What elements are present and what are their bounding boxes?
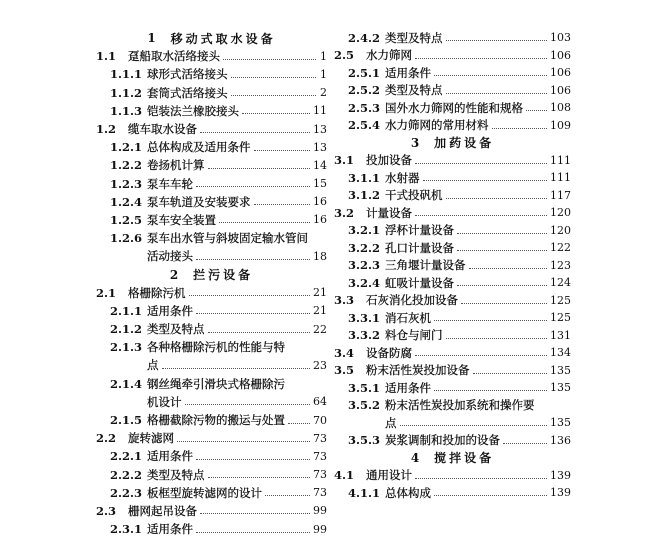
dot-leader [185, 404, 311, 405]
section-title: 适用条件 [385, 65, 431, 80]
toc-entry [334, 222, 571, 240]
section-number: 2.5 [334, 48, 355, 63]
page-number: 139 [550, 468, 571, 482]
dot-leader [415, 355, 547, 356]
toc-entry [334, 257, 571, 275]
toc-entry [96, 211, 327, 229]
section-number: 3.2.4 [348, 275, 381, 290]
toc-entry [96, 429, 327, 447]
toc-entry [334, 169, 571, 187]
toc-entry [334, 327, 571, 345]
section-title: 适用条件 [385, 380, 431, 395]
section-title: 泵车轨道及安装要求 [147, 194, 251, 209]
section-number: 2.1.5 [110, 413, 143, 428]
toc-entry [334, 379, 571, 397]
dot-leader [208, 332, 311, 333]
section-title: 栅网起吊设备 [128, 503, 197, 518]
page-number: 21 [313, 286, 327, 300]
page-number: 22 [313, 322, 327, 336]
page-number: 73 [313, 449, 327, 463]
dot-leader [469, 268, 548, 269]
page-number: 120 [550, 223, 571, 237]
section-number: 2.1.4 [110, 376, 143, 391]
section-title: 格栅除污机 [128, 285, 186, 300]
chapter-heading [96, 265, 327, 283]
page-number: 136 [550, 433, 571, 447]
dot-leader [231, 77, 317, 78]
toc-entry [334, 82, 571, 100]
section-number: 3.2.2 [348, 240, 381, 255]
section-number: 1.1.1 [110, 67, 143, 82]
section-number: 1.1.2 [110, 85, 143, 100]
chapter-title: 移动式取水设备 [170, 31, 276, 46]
dot-leader [219, 222, 310, 223]
toc-entry [334, 99, 571, 117]
section-number: 3.4 [334, 345, 355, 360]
chapter-title: 拦污设备 [193, 268, 254, 283]
toc-entry [96, 502, 327, 520]
toc-entry [334, 344, 571, 362]
dot-leader [265, 495, 310, 496]
section-number: 2.5.4 [348, 118, 381, 133]
toc-entry [334, 117, 571, 135]
page-number: 117 [550, 188, 571, 202]
page-number: 2 [320, 86, 327, 100]
toc-entry [96, 411, 327, 429]
toc-entry [96, 247, 327, 265]
page-number: 134 [550, 346, 571, 360]
page-number: 15 [313, 177, 327, 191]
section-number: 3.5.3 [348, 433, 381, 448]
section-title: 粉末活性炭投加设备 [366, 363, 470, 378]
section-title: 铠装法兰橡胶接头 [147, 103, 239, 118]
section-title: 干式投矾机 [385, 188, 443, 203]
dot-leader [189, 295, 311, 296]
toc-entry [96, 65, 327, 83]
chapter-heading [96, 29, 327, 47]
section-number: 2.1 [96, 285, 117, 300]
section-number: 2.2.3 [110, 485, 143, 500]
dot-leader [288, 423, 310, 424]
toc-entry [96, 302, 327, 320]
section-title: 泵车车轮 [147, 176, 193, 191]
section-number: 4.1 [334, 468, 355, 483]
dot-leader [208, 477, 311, 478]
section-number: 2.5.3 [348, 100, 381, 115]
section-title: 水力筛网的常用材料 [385, 118, 489, 133]
section-title: 设备防腐 [366, 345, 412, 360]
section-title: 点 [385, 415, 397, 430]
page-number: 106 [550, 66, 571, 80]
page-number: 13 [313, 140, 327, 154]
section-title: 套筒式活络接头 [147, 85, 228, 100]
toc-entry [334, 432, 571, 450]
dot-leader [208, 168, 311, 169]
page-number: 111 [550, 153, 571, 167]
section-number: 2.5.1 [348, 65, 381, 80]
section-number: 1.2.2 [110, 158, 143, 173]
section-title: 泵车安全装置 [147, 212, 216, 227]
dot-leader [254, 204, 311, 205]
toc-entry [334, 204, 571, 222]
section-number: 3.1 [334, 153, 355, 168]
page-number: 124 [550, 276, 571, 290]
dot-leader [446, 93, 548, 94]
dot-leader [415, 163, 547, 164]
section-number: 2.2 [96, 431, 117, 446]
page-number: 99 [313, 504, 327, 518]
chapter-heading [334, 134, 571, 152]
section-number: 3.5.1 [348, 380, 381, 395]
chapter-number: 1 [147, 31, 159, 46]
dot-leader [196, 313, 310, 314]
toc-entry [96, 375, 327, 393]
toc-entry [334, 362, 571, 380]
section-number: 2.1.3 [110, 340, 143, 355]
section-title: 国外水力筛网的性能和规格 [385, 100, 523, 115]
toc-entry [96, 447, 327, 465]
dot-leader [457, 250, 547, 251]
toc-entry [334, 414, 571, 432]
page-number: 14 [313, 158, 327, 172]
section-number: 2.1.2 [110, 322, 143, 337]
section-number: 1.2.4 [110, 194, 143, 209]
section-number: 1.1.3 [110, 103, 143, 118]
section-number: 2.3.1 [110, 522, 143, 537]
toc-entry [96, 356, 327, 374]
dot-leader [434, 495, 547, 496]
section-title: 格栅截除污物的搬运与处置 [147, 413, 285, 428]
section-title: 类型及特点 [147, 322, 205, 337]
section-number: 3.3.2 [348, 328, 381, 343]
page-number: 16 [313, 195, 327, 209]
section-title: 旋转滤网 [128, 431, 174, 446]
toc-entry [96, 156, 327, 174]
toc-right-column [334, 29, 571, 502]
dot-leader [457, 233, 547, 234]
page-number: 16 [313, 213, 327, 227]
section-number: 3.5 [334, 363, 355, 378]
dot-leader [434, 390, 547, 391]
page-number: 120 [550, 206, 571, 220]
toc-entry [96, 84, 327, 102]
dot-leader [446, 338, 548, 339]
chapter-number: 2 [169, 267, 182, 282]
toc-entry [96, 229, 327, 247]
dot-leader [434, 75, 547, 76]
section-title: 适用条件 [147, 303, 193, 318]
dot-leader [473, 373, 548, 374]
chapter-title: 搅拌设备 [434, 451, 495, 466]
page-number: 139 [550, 486, 571, 500]
section-number: 2.2.1 [110, 449, 143, 464]
page-number: 11 [313, 104, 327, 118]
section-title: 粉末活性炭投加系统和操作要 [385, 398, 535, 413]
dot-leader [242, 113, 310, 114]
section-title: 石灰消化投加设备 [366, 293, 458, 308]
dot-leader [177, 441, 310, 442]
toc-entry [96, 47, 327, 65]
section-number: 2.3 [96, 503, 117, 518]
section-title: 投加设备 [366, 153, 412, 168]
dot-leader [254, 150, 311, 151]
page-number: 125 [550, 293, 571, 307]
section-title: 卷扬机计算 [147, 158, 205, 173]
section-title: 总体构成及适用条件 [147, 140, 251, 155]
section-number: 1.2.1 [110, 140, 143, 155]
page-number: 64 [313, 395, 327, 409]
toc-entry [96, 284, 327, 302]
section-title: 三角堰计量设备 [385, 258, 466, 273]
toc-left-column [96, 29, 327, 538]
page-number: 123 [550, 258, 571, 272]
section-title: 计量设备 [366, 205, 412, 220]
toc-entry [334, 484, 571, 502]
dot-leader [196, 532, 310, 533]
section-title: 虹吸计量设备 [385, 275, 454, 290]
page-number: 125 [550, 311, 571, 325]
section-title: 类型及特点 [385, 83, 443, 98]
dot-leader [423, 180, 548, 181]
section-number: 2.2.2 [110, 467, 143, 482]
page-number: 73 [313, 431, 327, 445]
section-title: 球形式活络接头 [147, 67, 228, 82]
toc-entry [96, 138, 327, 156]
page-number: 109 [550, 118, 571, 132]
page-number: 1 [320, 49, 327, 63]
dot-leader [415, 58, 547, 59]
chapter-number: 3 [410, 135, 423, 150]
section-number: 3.2.1 [348, 223, 381, 238]
page-number: 99 [313, 522, 327, 536]
page-number: 73 [313, 486, 327, 500]
page-number: 103 [550, 31, 571, 45]
section-title: 消石灰机 [385, 310, 431, 325]
section-title: 适用条件 [147, 449, 193, 464]
dot-leader [231, 95, 317, 96]
dot-leader [446, 198, 548, 199]
dot-leader [196, 459, 310, 460]
section-title: 活动接头 [147, 249, 193, 264]
toc-entry [96, 393, 327, 411]
toc-entry [334, 309, 571, 327]
dot-leader [503, 443, 547, 444]
section-number: 1.2.5 [110, 212, 143, 227]
page-number: 13 [313, 122, 327, 136]
toc-entry [334, 467, 571, 485]
section-title: 料仓与闸门 [385, 328, 443, 343]
dot-leader [200, 132, 310, 133]
section-title: 适用条件 [147, 522, 193, 537]
section-number: 3.2 [334, 205, 355, 220]
section-title: 泵车出水管与斜坡固定输水管间 [147, 231, 308, 246]
toc-entry [334, 397, 571, 415]
section-title: 通用设计 [366, 468, 412, 483]
dot-leader [457, 285, 547, 286]
page-number: 108 [550, 101, 571, 115]
section-number: 2.5.2 [348, 83, 381, 98]
dot-leader [196, 186, 310, 187]
dot-leader [400, 425, 548, 426]
toc-entry [96, 520, 327, 538]
page-number: 135 [550, 381, 571, 395]
section-title: 类型及特点 [147, 467, 205, 482]
toc-entry [334, 187, 571, 205]
section-title: 水射器 [385, 170, 420, 185]
section-number: 2.4.2 [348, 30, 381, 45]
section-number: 1.2.6 [110, 231, 143, 246]
toc-entry [334, 239, 571, 257]
dot-leader [415, 478, 547, 479]
dot-leader [461, 303, 547, 304]
page-number: 73 [313, 468, 327, 482]
section-title: 板框型旋转滤网的设计 [147, 485, 262, 500]
page-number: 21 [313, 304, 327, 318]
section-title: 浮杯计量设备 [385, 223, 454, 238]
section-number: 3.2.3 [348, 258, 381, 273]
section-title: 总体构成 [385, 485, 431, 500]
chapter-number: 4 [410, 450, 423, 465]
toc-entry [96, 320, 327, 338]
section-number: 3.3.1 [348, 310, 381, 325]
page-number: 106 [550, 48, 571, 62]
toc-entry [334, 292, 571, 310]
page-number: 111 [550, 171, 571, 185]
section-title: 点 [147, 358, 159, 373]
toc-entry [334, 274, 571, 292]
toc-entry [334, 47, 571, 65]
section-number: 2.1.1 [110, 303, 143, 318]
section-number: 3.3 [334, 293, 355, 308]
dot-leader [223, 59, 316, 60]
section-number: 3.5.2 [348, 398, 381, 413]
dot-leader [196, 259, 310, 260]
toc-entry [96, 338, 327, 356]
section-title: 缆车取水设备 [128, 122, 197, 137]
toc-entry [334, 64, 571, 82]
dot-leader [415, 215, 547, 216]
page-number: 23 [313, 358, 327, 372]
section-title: 钢丝绳牵引滑块式格栅除污 [147, 376, 285, 391]
section-number: 4.1.1 [348, 485, 381, 500]
chapter-title: 加药设备 [434, 136, 495, 151]
dot-leader [200, 513, 310, 514]
page-number: 70 [313, 413, 327, 427]
toc-entry [96, 102, 327, 120]
section-title: 水力筛网 [366, 48, 412, 63]
dot-leader [526, 110, 547, 111]
section-title: 孔口计量设备 [385, 240, 454, 255]
section-number: 3.1.1 [348, 170, 381, 185]
page-number: 135 [550, 363, 571, 377]
chapter-heading [334, 449, 571, 467]
page-number: 135 [550, 416, 571, 430]
page-number: 122 [550, 241, 571, 255]
dot-leader [162, 368, 311, 369]
section-number: 3.1.2 [348, 188, 381, 203]
section-title: 类型及特点 [385, 30, 443, 45]
page-number: 106 [550, 83, 571, 97]
toc-entry [334, 152, 571, 170]
section-number: 1.2 [96, 122, 117, 137]
section-title: 各种格栅除污机的性能与特 [147, 340, 285, 355]
section-number: 1.1 [96, 49, 117, 64]
page-number: 1 [320, 67, 327, 81]
section-title: 趸船取水活络接头 [128, 49, 220, 64]
page-number: 18 [313, 249, 327, 263]
toc-entry [334, 29, 571, 47]
toc-entry [96, 193, 327, 211]
dot-leader [434, 320, 547, 321]
toc-entry [96, 175, 327, 193]
section-number: 1.2.3 [110, 176, 143, 191]
toc-entry [96, 466, 327, 484]
dot-leader [446, 40, 548, 41]
toc-entry [96, 120, 327, 138]
dot-leader [492, 128, 548, 129]
section-title: 炭浆调制和投加的设备 [385, 433, 500, 448]
page-number: 131 [550, 328, 571, 342]
section-title: 机设计 [147, 394, 182, 409]
toc-entry [96, 484, 327, 502]
